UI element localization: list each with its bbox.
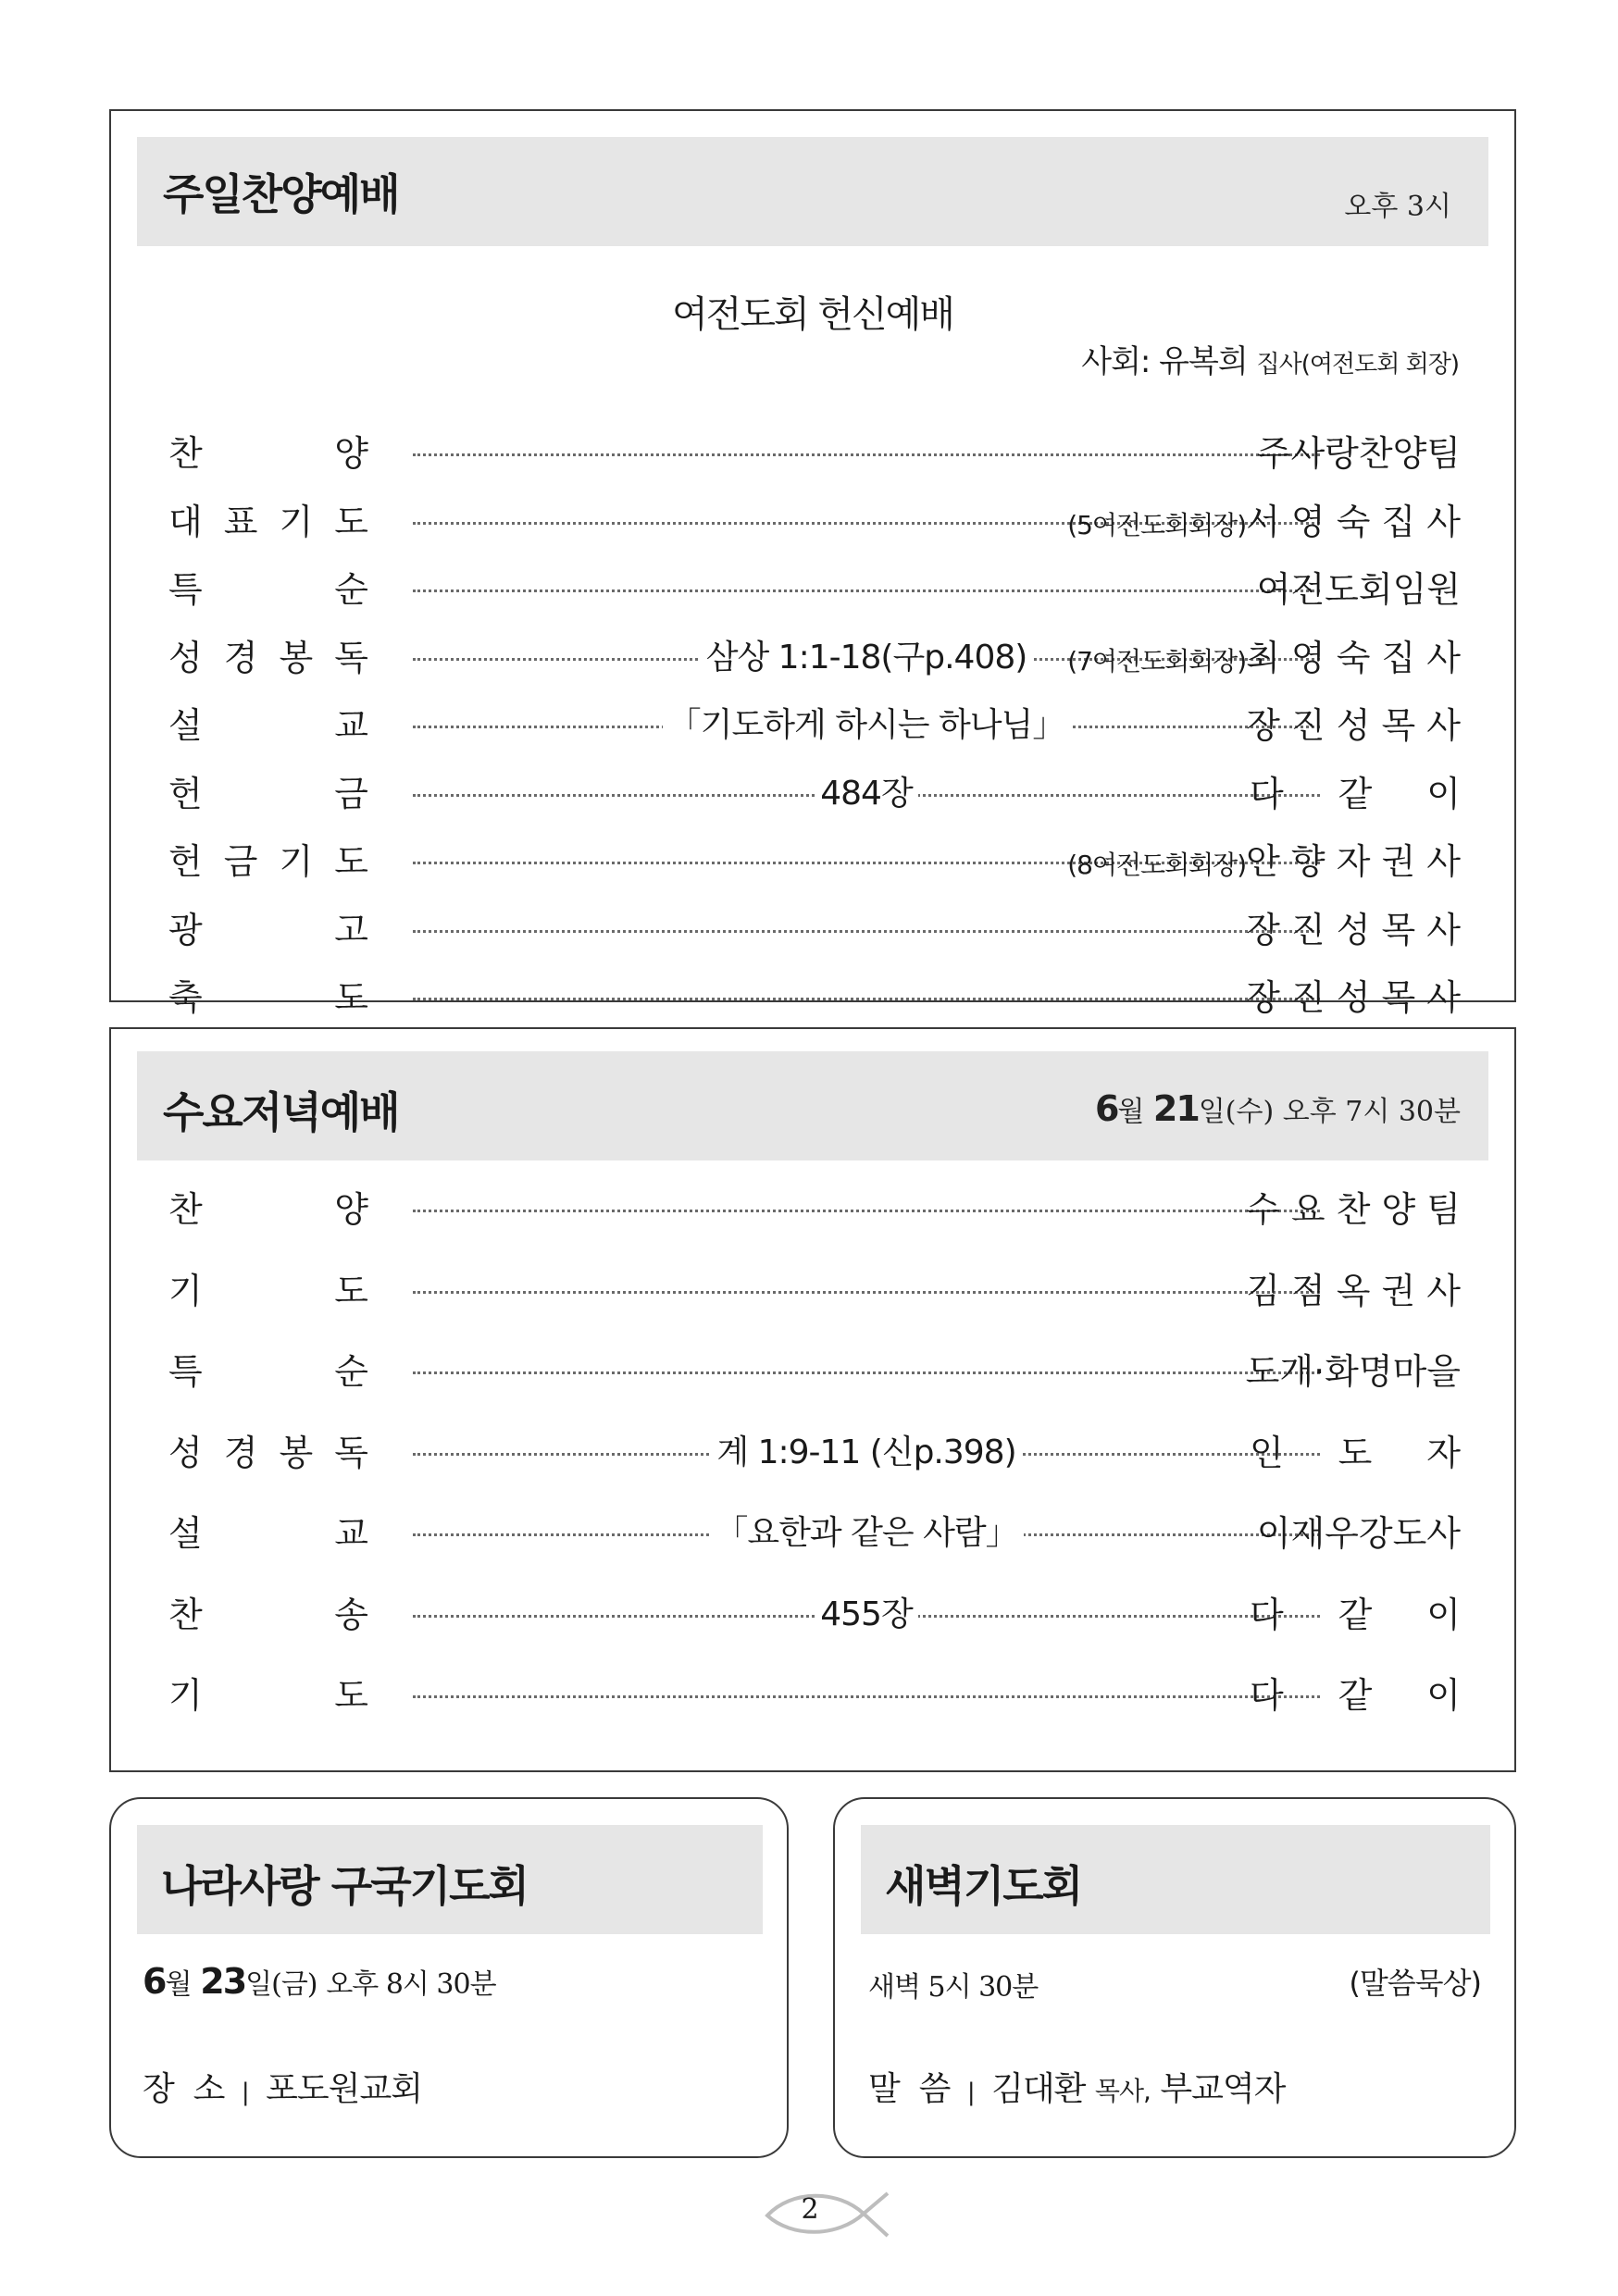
sunday-service-header xyxy=(137,137,1488,246)
program-item-label: 축 도 xyxy=(168,977,368,1018)
nation-prayer-title: 나라사랑 구국기도회 xyxy=(161,1861,528,1911)
program-item-person: 수 요 찬 양 팀 xyxy=(1246,1189,1461,1230)
leader-dots xyxy=(413,1371,1320,1374)
dawn-prayer-box xyxy=(833,1797,1516,2158)
program-item-label: 기 도 xyxy=(168,1270,368,1311)
wednesday-program-row xyxy=(111,1344,1514,1399)
nation-prayer-place xyxy=(143,2063,422,2110)
nation-prayer-box xyxy=(109,1797,789,2158)
program-item-detail: 삼상 1:1-18(구p.408) xyxy=(413,630,1320,686)
speaker-name: 김대환 xyxy=(991,2070,1086,2108)
leader-dots xyxy=(413,998,1320,1000)
program-item-person: 여전도회임원 xyxy=(1256,569,1461,610)
sunday-service-time: 오후 3시 xyxy=(1344,191,1451,223)
sunday-presider xyxy=(1081,336,1459,381)
separator: | xyxy=(966,2079,975,2106)
program-item-person: 주사랑찬양팀 xyxy=(1256,433,1461,474)
program-item-person: 도개·화명마을 xyxy=(1245,1351,1461,1392)
program-item-label: 특 순 xyxy=(168,1351,368,1392)
dawn-prayer-title: 새벽기도회 xyxy=(885,1861,1082,1911)
wednesday-service-header xyxy=(137,1051,1488,1160)
wednesday-service-time: 6월 21일(수) 오후 7시 30분 xyxy=(1094,1088,1461,1129)
sunday-program-row xyxy=(111,426,1514,481)
leader-dots xyxy=(413,590,1320,592)
sunday-program-row xyxy=(111,698,1514,753)
speaker-role: 목사, xyxy=(1094,2076,1151,2106)
sunday-program-row xyxy=(111,630,1514,686)
person-prefix: (8여전도회회장) xyxy=(1067,850,1247,880)
leader-dots xyxy=(413,1291,1320,1294)
program-item-label: 대 표 기 도 xyxy=(168,501,368,542)
wednesday-program-row xyxy=(111,1425,1514,1481)
presider-role: 집사(여전도회 회장) xyxy=(1256,351,1459,379)
leader-dots xyxy=(413,1695,1320,1698)
program-item-detail: 계 1:9-11 (신p.398) xyxy=(413,1425,1320,1481)
program-item-label: 기 도 xyxy=(168,1675,368,1716)
dawn-prayer-note: (말씀묵상) xyxy=(1349,1966,1481,2001)
separator: | xyxy=(241,2079,249,2106)
program-item-label: 특 순 xyxy=(168,569,368,610)
presider-name: 사회: 유복희 xyxy=(1081,343,1248,380)
program-item-detail: 484장 xyxy=(413,766,1320,822)
program-item-label: 찬 양 xyxy=(168,433,368,474)
program-item-person: (5여전도회회장)서 영 숙 집 사 xyxy=(1067,501,1461,542)
program-item-person: 장 진 성 목 사 xyxy=(1246,977,1461,1018)
place-label: 장 소 xyxy=(143,2070,225,2108)
program-item-person: 인 도 자 xyxy=(1250,1432,1461,1473)
program-item-label: 광 고 xyxy=(168,909,368,950)
program-item-label: 헌 금 기 도 xyxy=(168,841,368,882)
page-number-fish xyxy=(764,2186,893,2241)
wednesday-program-row xyxy=(111,1506,1514,1561)
wednesday-service-box xyxy=(109,1027,1516,1772)
dawn-prayer-header xyxy=(861,1825,1490,1934)
dawn-prayer-time: 새벽 5시 30분 xyxy=(868,1971,1039,2004)
program-item-person: 이재우강도사 xyxy=(1256,1513,1461,1554)
sunday-service-box xyxy=(109,109,1516,1018)
speaker-label: 말 씀 xyxy=(868,2070,951,2108)
program-item-detail: 「요한과 같은 사람」 xyxy=(413,1506,1320,1561)
wednesday-service-title: 수요저녁예배 xyxy=(163,1087,399,1137)
sunday-program-row xyxy=(111,834,1514,889)
nation-prayer-time: 6월 23일(금) 오후 8시 30분 xyxy=(143,1961,496,2002)
program-item-person: 장 진 성 목 사 xyxy=(1246,909,1461,950)
dawn-prayer-speaker xyxy=(868,2063,1285,2110)
program-item-person: 김 점 옥 권 사 xyxy=(1246,1270,1461,1311)
wednesday-program-row xyxy=(111,1668,1514,1723)
program-item-person: (8여전도회회장)안 향 자 권 사 xyxy=(1067,841,1461,882)
program-item-label: 설 교 xyxy=(168,1513,368,1554)
program-item-label: 성 경 봉 독 xyxy=(168,637,368,678)
program-item-person: 다 같 이 xyxy=(1250,1594,1461,1635)
nation-prayer-header xyxy=(137,1825,763,1934)
sunday-program-row xyxy=(111,494,1514,550)
program-item-label: 성 경 봉 독 xyxy=(168,1432,368,1473)
leader-dots xyxy=(413,453,1320,456)
sunday-program-row xyxy=(111,902,1514,958)
program-item-label: 찬 양 xyxy=(168,1189,368,1230)
speaker-rest: 부교역자 xyxy=(1160,2070,1286,2108)
program-item-detail: 「기도하게 하시는 하나님」 xyxy=(413,698,1320,753)
leader-dots xyxy=(413,1210,1320,1212)
program-item-label: 설 교 xyxy=(168,705,368,746)
wednesday-program-row xyxy=(111,1587,1514,1643)
sunday-program-row xyxy=(111,970,1514,1025)
wednesday-program-row xyxy=(111,1263,1514,1319)
person-prefix: (7여전도회회장) xyxy=(1067,645,1247,676)
program-item-person: 다 같 이 xyxy=(1250,1675,1461,1716)
program-item-person: 다 같 이 xyxy=(1250,773,1461,814)
place-value: 포도원교회 xyxy=(266,2070,423,2108)
sunday-subtitle: 여전도회 헌신예배 xyxy=(672,293,953,336)
sunday-program-row xyxy=(111,766,1514,822)
program-item-label: 찬 송 xyxy=(168,1594,368,1635)
leader-dots xyxy=(413,930,1320,933)
sunday-program-row xyxy=(111,562,1514,617)
page-number: 2 xyxy=(801,2193,819,2226)
program-item-label: 헌 금 xyxy=(168,773,368,814)
person-prefix: (5여전도회회장) xyxy=(1067,509,1247,540)
program-item-person: 장 진 성 목 사 xyxy=(1246,705,1461,746)
program-item-detail: 455장 xyxy=(413,1587,1320,1643)
sunday-service-title: 주일찬양예배 xyxy=(163,169,399,219)
program-item-person: (7여전도회회장)최 영 숙 집 사 xyxy=(1067,637,1461,678)
wednesday-program-row xyxy=(111,1182,1514,1237)
